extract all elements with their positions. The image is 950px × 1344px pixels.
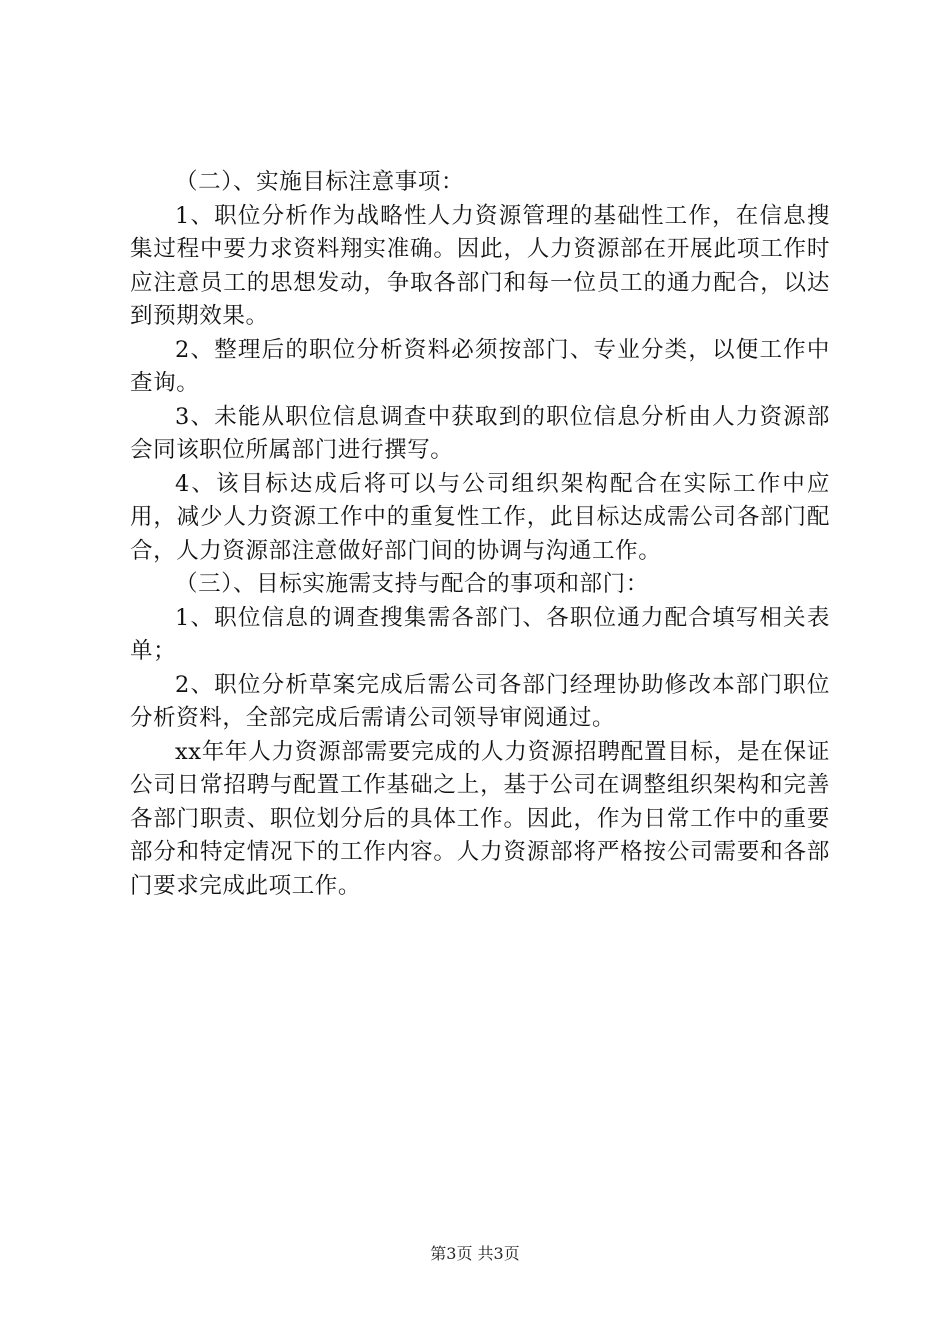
paragraph-recruitment-goal: xx年年人力资源部需要完成的人力资源招聘配置目标，是在保证公司日常招聘与配置工作基础之上，基于公司在调整组织架构和完善各部门职责、职位划分后的具体工作。因此，作为日常工作中的重要部分和特定情况下的工作内容。人力资源部将严格按公司需要和各部门要求完成此项工作。 [130,738,830,899]
paragraph-item-2: 2、整理后的职位分析资料必须按部门、专业分类，以便工作中查询。 [130,336,830,396]
paragraph-item-1: 1、职位分析作为战略性人力资源管理的基础性工作，在信息搜集过程中要力求资料翔实准确。因此，人力资源部在开展此项工作时应注意员工的思想发动，争取各部门和每一位员工的通力配合，以达到预期效果。 [130,202,830,329]
paragraph-item-4: 4、该目标达成后将可以与公司组织架构配合在实际工作中应用，减少人力资源工作中的重复性工作，此目标达成需公司各部门配合，人力资源部注意做好部门间的协调与沟通工作。 [130,470,830,564]
section-heading-2: （二）、实施目标注意事项： [175,169,465,195]
paragraph-support-1: 1、职位信息的调查搜集需各部门、各职位通力配合填写相关表单； [130,604,830,664]
page-footer: 第3页 共3页 [430,1244,520,1263]
paragraph-support-2: 2、职位分析草案完成后需公司各部门经理协助修改本部门职位分析资料，全部完成后需请公司领导审阅通过。 [130,671,830,731]
paragraph-item-3: 3、未能从职位信息调查中获取到的职位信息分析由人力资源部会同该职位所属部门进行撰写。 [130,403,830,463]
section-heading-3: （三）、目标实施需支持与配合的事项和部门： [175,571,649,597]
document-body [130,166,830,903]
